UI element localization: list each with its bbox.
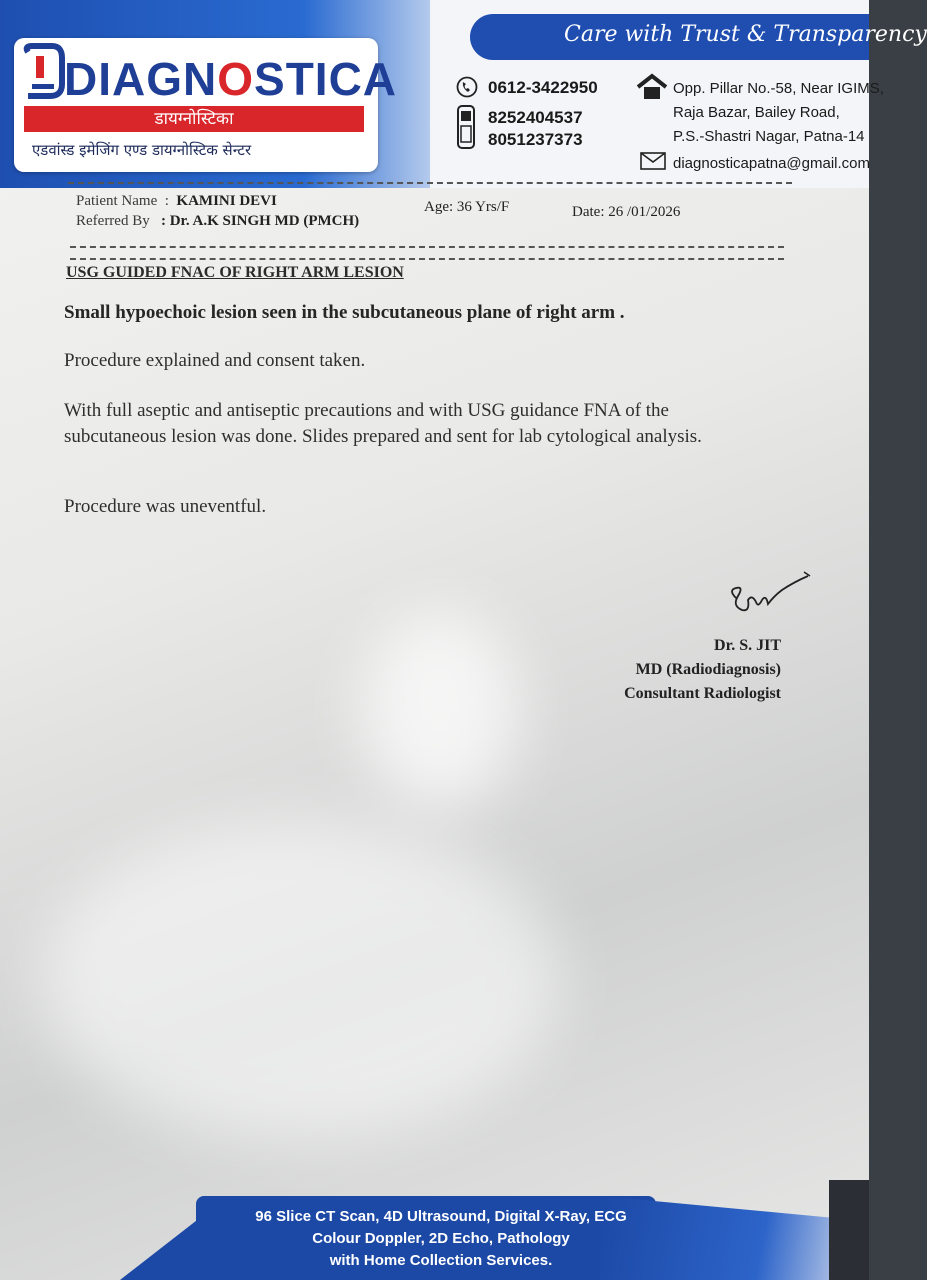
- light-reflection: [360, 610, 520, 810]
- address-line-3: P.S.-Shastri Nagar, Patna-14: [673, 128, 865, 145]
- referred-by-value: : Dr. A.K SINGH MD (PMCH): [160, 213, 360, 229]
- handwritten-signature: [722, 570, 818, 630]
- patient-name-value: KAMINI DEVI: [176, 193, 277, 209]
- phone-mobile-1: 8252404537: [488, 108, 583, 127]
- email: diagnosticapatna@gmail.com: [673, 155, 870, 172]
- finding-text: Small hypoechoic lesion seen in the subcutaneous plane of right arm .: [64, 302, 625, 323]
- referred-by-row: [76, 213, 359, 230]
- footer-line-1: 96 Slice CT Scan, 4D Ultrasound, Digital X-Ray, ECG: [255, 1208, 627, 1225]
- footer-services: [196, 1206, 686, 1272]
- divider-mid-2: [70, 258, 784, 260]
- patient-age: Age: 36 Yrs/F: [424, 199, 510, 215]
- address-line-1: Opp. Pillar No.-58, Near IGIMS,: [673, 80, 884, 97]
- patient-name-sep: :: [164, 193, 169, 209]
- address-line-2: Raja Bazar, Bailey Road,: [673, 104, 840, 121]
- mobile-phone-icon: [456, 104, 476, 150]
- divider-top: [68, 182, 792, 184]
- procedure-detail-text: With full aseptic and antiseptic precautions and with USG guidance FNA of the subcutaneous lesion was done. Slides prepared and sent for lab cytological analysis.: [64, 400, 702, 447]
- signature-block: [624, 634, 781, 706]
- footer-line-2: Colour Doppler, 2D Echo, Pathology: [312, 1230, 570, 1247]
- footer-line-3: with Home Collection Services.: [329, 1252, 553, 1269]
- doctor-degree: MD (Radiodiagnosis): [635, 661, 781, 678]
- home-icon: [636, 74, 668, 100]
- procedure-outcome-text: Procedure was uneventful.: [64, 496, 267, 517]
- background-edge: [829, 1180, 869, 1280]
- phone-icon: [456, 76, 478, 98]
- patient-name-label: Patient Name: [76, 193, 158, 209]
- report-title: USG GUIDED FNAC OF RIGHT ARM LESION: [66, 264, 404, 281]
- doctor-name: Dr. S. JIT: [714, 637, 781, 654]
- procedure-consent-text: Procedure explained and consent taken.: [64, 350, 366, 371]
- phone-landline: 0612-3422950: [488, 78, 598, 97]
- brand-tagline-hindi: एडवांस्ड इमेजिंग एण्ड डायग्नोस्टिक सेन्टर: [32, 141, 252, 159]
- brand-name: DIAGNOSTICA: [64, 53, 398, 105]
- light-reflection-lower: [40, 820, 560, 1140]
- divider-mid: [70, 246, 784, 248]
- brand-hindi: डायग्नोस्टिका: [154, 109, 234, 129]
- phone-mobile-2: 8051237373: [488, 130, 583, 149]
- microscope-icon: [22, 44, 66, 102]
- patient-name-row: [76, 193, 277, 210]
- doctor-role: Consultant Radiologist: [624, 685, 781, 702]
- brand-o: O: [217, 53, 255, 105]
- slogan: Care with Trust & Transparency: [564, 22, 927, 47]
- mail-icon: [640, 152, 666, 170]
- referred-by-label: Referred By: [76, 213, 150, 229]
- report-date: Date: 26 /01/2026: [572, 204, 681, 220]
